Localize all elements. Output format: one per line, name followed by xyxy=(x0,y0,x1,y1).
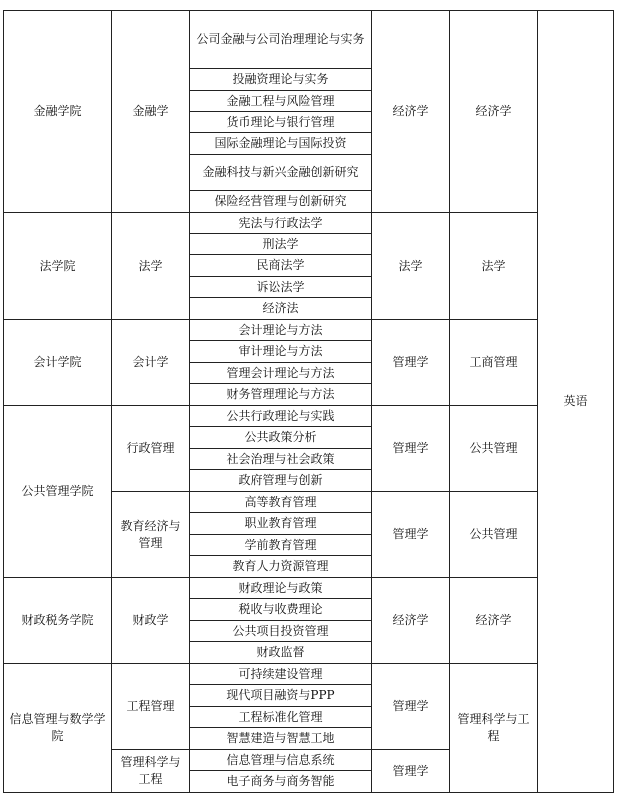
major-cell: 金融学 xyxy=(112,11,190,213)
direction-cell: 国际金融理论与国际投资 xyxy=(190,133,372,155)
category-cell: 工商管理 xyxy=(450,320,538,406)
direction-cell: 会计理论与方法 xyxy=(190,320,372,341)
major-cell: 教育经济与管理 xyxy=(112,492,190,578)
direction-cell: 学前教育管理 xyxy=(190,535,372,556)
direction-cell: 财政监督 xyxy=(190,642,372,664)
direction-cell: 保险经营管理与创新研究 xyxy=(190,191,372,213)
major-cell: 行政管理 xyxy=(112,406,190,492)
major-cell: 法学 xyxy=(112,213,190,320)
direction-cell: 公司金融与公司治理理论与实务 xyxy=(190,11,372,69)
college-cell: 信息管理与数学学院 xyxy=(4,664,112,793)
discipline-cell: 经济学 xyxy=(372,11,450,213)
direction-cell: 公共项目投资管理 xyxy=(190,621,372,642)
direction-cell: 管理会计理论与方法 xyxy=(190,363,372,384)
direction-cell: 金融工程与风险管理 xyxy=(190,91,372,112)
direction-cell: 职业教育管理 xyxy=(190,513,372,535)
direction-cell: 审计理论与方法 xyxy=(190,341,372,363)
discipline-cell: 经济学 xyxy=(372,578,450,664)
major-cell: 财政学 xyxy=(112,578,190,664)
direction-cell: 社会治理与社会政策 xyxy=(190,449,372,470)
direction-cell: 信息管理与信息系统 xyxy=(190,750,372,771)
college-cell: 会计学院 xyxy=(4,320,112,406)
direction-cell: 宪法与行政法学 xyxy=(190,213,372,234)
direction-cell: 高等教育管理 xyxy=(190,492,372,513)
major-cell: 工程管理 xyxy=(112,664,190,750)
category-cell: 公共管理 xyxy=(450,492,538,578)
college-cell: 公共管理学院 xyxy=(4,406,112,578)
direction-cell: 现代项目融资与PPP xyxy=(190,685,372,707)
direction-cell: 财政理论与政策 xyxy=(190,578,372,599)
direction-cell: 经济法 xyxy=(190,298,372,320)
direction-cell: 工程标准化管理 xyxy=(190,707,372,728)
direction-cell: 可持续建设管理 xyxy=(190,664,372,685)
direction-cell: 金融科技与新兴金融创新研究 xyxy=(190,155,372,191)
category-cell: 经济学 xyxy=(450,11,538,213)
direction-cell: 财务管理理论与方法 xyxy=(190,384,372,406)
direction-cell: 税收与收费理论 xyxy=(190,599,372,621)
direction-cell: 民商法学 xyxy=(190,255,372,277)
discipline-cell: 管理学 xyxy=(372,750,450,793)
discipline-cell: 管理学 xyxy=(372,492,450,578)
major-cell: 管理科学与工程 xyxy=(112,750,190,793)
college-cell: 法学院 xyxy=(4,213,112,320)
discipline-cell: 管理学 xyxy=(372,406,450,492)
direction-cell: 投融资理论与实务 xyxy=(190,69,372,91)
major-cell: 会计学 xyxy=(112,320,190,406)
direction-cell: 刑法学 xyxy=(190,234,372,255)
direction-cell: 货币理论与银行管理 xyxy=(190,112,372,133)
direction-cell: 教育人力资源管理 xyxy=(190,556,372,578)
discipline-cell: 管理学 xyxy=(372,320,450,406)
direction-cell: 公共政策分析 xyxy=(190,427,372,449)
program-table xyxy=(3,10,614,793)
direction-cell: 电子商务与商务智能 xyxy=(190,771,372,793)
college-cell: 财政税务学院 xyxy=(4,578,112,664)
direction-cell: 诉讼法学 xyxy=(190,277,372,298)
discipline-cell: 法学 xyxy=(372,213,450,320)
direction-cell: 政府管理与创新 xyxy=(190,470,372,492)
direction-cell: 公共行政理论与实践 xyxy=(190,406,372,427)
category-cell: 经济学 xyxy=(450,578,538,664)
discipline-cell: 管理学 xyxy=(372,664,450,750)
direction-cell: 智慧建造与智慧工地 xyxy=(190,728,372,750)
language-cell: 英语 xyxy=(538,11,614,793)
category-cell: 管理科学与工程 xyxy=(450,664,538,793)
category-cell: 法学 xyxy=(450,213,538,320)
category-cell: 公共管理 xyxy=(450,406,538,492)
college-cell: 金融学院 xyxy=(4,11,112,213)
